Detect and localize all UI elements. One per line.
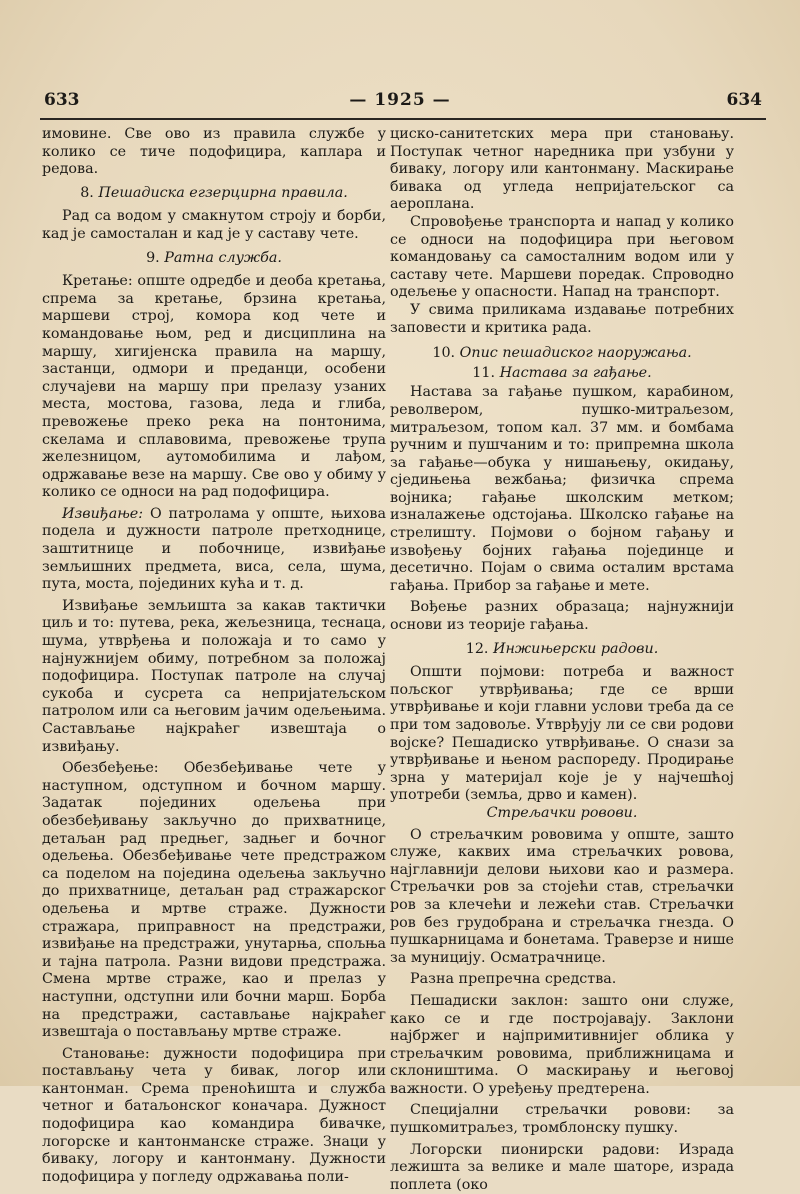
section-trenches-heading: [390, 805, 734, 823]
right-paragraph-5: Вођење разних образаца; најнужнији основи из теорије гађања.: [390, 599, 734, 634]
right-paragraph-4: Настава за гађање пушком, карабином, револвером, пушко-митраљезом, митраљезом, топом кал. 37 мм. и бомбама ручним и пушчаним и то: припремна школа за гађање—обука у нишањењу, окидању, сједињења вежбања; физичка спрема војника; гађање школским метком; изналажење одстојања. Школско гађање на стрелишту. Појмови о бојном гађању и извођењу бојних гађања појединце и десетично. Појам о свима осталим врстама гађања. Прибор за гађање и мете.: [390, 384, 734, 594]
section-9-number: 9.: [146, 249, 160, 266]
left-paragraph-4-lead: Извиђање:: [62, 505, 144, 522]
header-rule: [40, 118, 766, 120]
left-paragraph-1: имовине. Све ово из правила службе у колико се тиче подофицира, каплара и редова.: [42, 126, 386, 178]
section-12-heading: [390, 641, 734, 659]
section-10-number: 10.: [432, 345, 456, 362]
right-paragraph-9: Пешадиски заклон: зашто они служе, како се и где постројавају. Заклони најбржег и најпримитивнијег облика у стрељачким рововима, приближницама и склоништима. О маскирању и његовој важности. О уређењу предтерена.: [390, 992, 734, 1097]
page-number-left: 633: [44, 90, 80, 110]
right-paragraph-8: Разна препречна средства.: [410, 971, 617, 988]
right-paragraph-11: Логорски пионирски радови: Израда лежишта за велике и мале шаторе, израда поплета (око: [390, 1141, 734, 1193]
section-8-title: Пешадиска егзерцирна правила.: [98, 184, 348, 201]
section-trenches-title: Стрељачки ровови.: [486, 804, 638, 821]
section-8-heading: [42, 185, 386, 203]
left-paragraph-7: Становање: дужности подофицира при постављању чета у бивак, логор или кантонман. Срема преноћишта и служба четног и батаљонског коначара. Дужност подофицира као командира бивачке, логорске и кантонманске страже. Знаци у бивaку, логору и кантонману. Дужности подофицира у погледу одржавања поли-: [42, 1045, 386, 1185]
section-12-number: 12.: [465, 640, 489, 657]
left-paragraph-5: Извиђање земљишта за какав тактички циљ и то: путева, река, жељезница, теснаца, шума, утврђења и положаја и то само у најнужнијем обиму, потребном за положај подофицира. Поступак патроле на случај сукоба и сусрета са непријатељском патролом или са његовим јачим одељењима. Састављање најкраћег извештаја о извиђању.: [42, 597, 386, 755]
section-10-title: Опис пешадиског наоружања.: [459, 345, 692, 362]
left-paragraph-2: Рад са водом у смакнутом строју и борби, кад је самосталан и кад је у саставу чете.: [42, 208, 386, 242]
left-column: [42, 126, 386, 1186]
right-paragraph-2: Спровођење транспорта и напад у колико се односи на подофицира при његовом командовању са самосталним водом или у саставу чете. Маршеви поредак. Спроводно одељење у опасности. Напад на транспорт.: [390, 213, 734, 301]
page-number-right: 634: [726, 90, 762, 110]
right-paragraph-1: циско-санитетских мера при становању. Поступак четног наредника при узбуни у бивaку, логору или кантонману. Маскирање бивака од угледа непријатељског са аероплана.: [390, 126, 734, 213]
right-paragraph-3: У свима приликама издавање потребних заповести и критика рада.: [390, 301, 734, 336]
section-9-title: Ратна служба.: [164, 249, 282, 266]
right-paragraph-6: Општи појмови: потреба и важност пољског утврђивања; где се врши утврђивање и који главни услови треба да се при том задовоље. Утврђују ли се сви родови војске? Пешадиско утврђивање. О снази за утврђивање и њеном распореду. Продирање зрна у материјал које је у најчешћој употреби (земља, дрво и камен).: [390, 664, 734, 804]
page-header: [0, 90, 800, 116]
right-column: [390, 126, 734, 1194]
right-paragraph-7: О стрељачким рововима у опште, зашто служе, каквих има стрељачких ровова, најглавнији делови њихови као и размера. Стрељачки ров за стојећи став, стрељачки ров за клечећи и лежећи став. Стрељачки ров без грудобрана и стрељачка гнезда. О пушкарницама и бонетама. Траверзе и нише за муницију. Осматрачнице.: [390, 826, 734, 966]
section-10-heading: [390, 345, 734, 363]
section-9-heading: [42, 250, 386, 268]
section-11-heading: [390, 365, 734, 383]
left-paragraph-4-body: О патролама у опште, њихова подела и дужности патроле претходнице, заштитнице и побочнице, извиђање земљишних предмета, виса, села, шума, пута, моста, појединих кућа и т. д.: [42, 505, 386, 593]
section-8-number: 8.: [80, 184, 94, 201]
left-paragraph-6: Обезбеђење: Обезбеђивање чете у наступном, одступном и бочном маршу. Задатак појединих одељења при обезбеђивању закључно до прихватнице, детаљан рад предњег, задњег и бочног одељења. Обезбеђивање чете предстражом са поделом на поједина одељења закључно до прихватнице, детаљан рад стражарског одељења и мртве страже. Дужности стражара, приправност на предстражи, извиђање на предстражи, унутарња, спољња и тајна патрола. Разни видови предстража. Смена мртве страже, као и прелаз у наступни, одступни или бочни марш. Борба на предстражи, састављање најкраћег извештаја о постављању мртве страже.: [42, 760, 386, 1041]
left-paragraph-4: [42, 506, 386, 594]
section-11-number: 11.: [472, 364, 496, 381]
left-paragraph-3: Кретање: опште одредбе и деоба кретања, спрема за кретање, брзина кретања, маршеви строј, комора код чете и командовање њом, ред и дисциплина на маршу, хигијенска правила на маршу, застанци, одмори и преданци, особени случајеви на маршу при прелазу узаних места, мостова, газова, леда и глиба, превожење преко река на понтонима, скелама и сплавовима, превожење трупа железницом, аутомобилима и лађом, одржавање везе на маршу. Све ово у обиму у колико се односи на рад подофицира.: [42, 273, 386, 501]
header-year: — 1925 —: [349, 90, 451, 110]
section-12-title: Инжињерски радови.: [493, 640, 659, 657]
right-paragraph-10: Специјални стрељачки ровови: за пушкомитраљез, тромблонску пушку.: [390, 1102, 734, 1137]
section-11-title: Настава за гађање.: [499, 364, 652, 381]
